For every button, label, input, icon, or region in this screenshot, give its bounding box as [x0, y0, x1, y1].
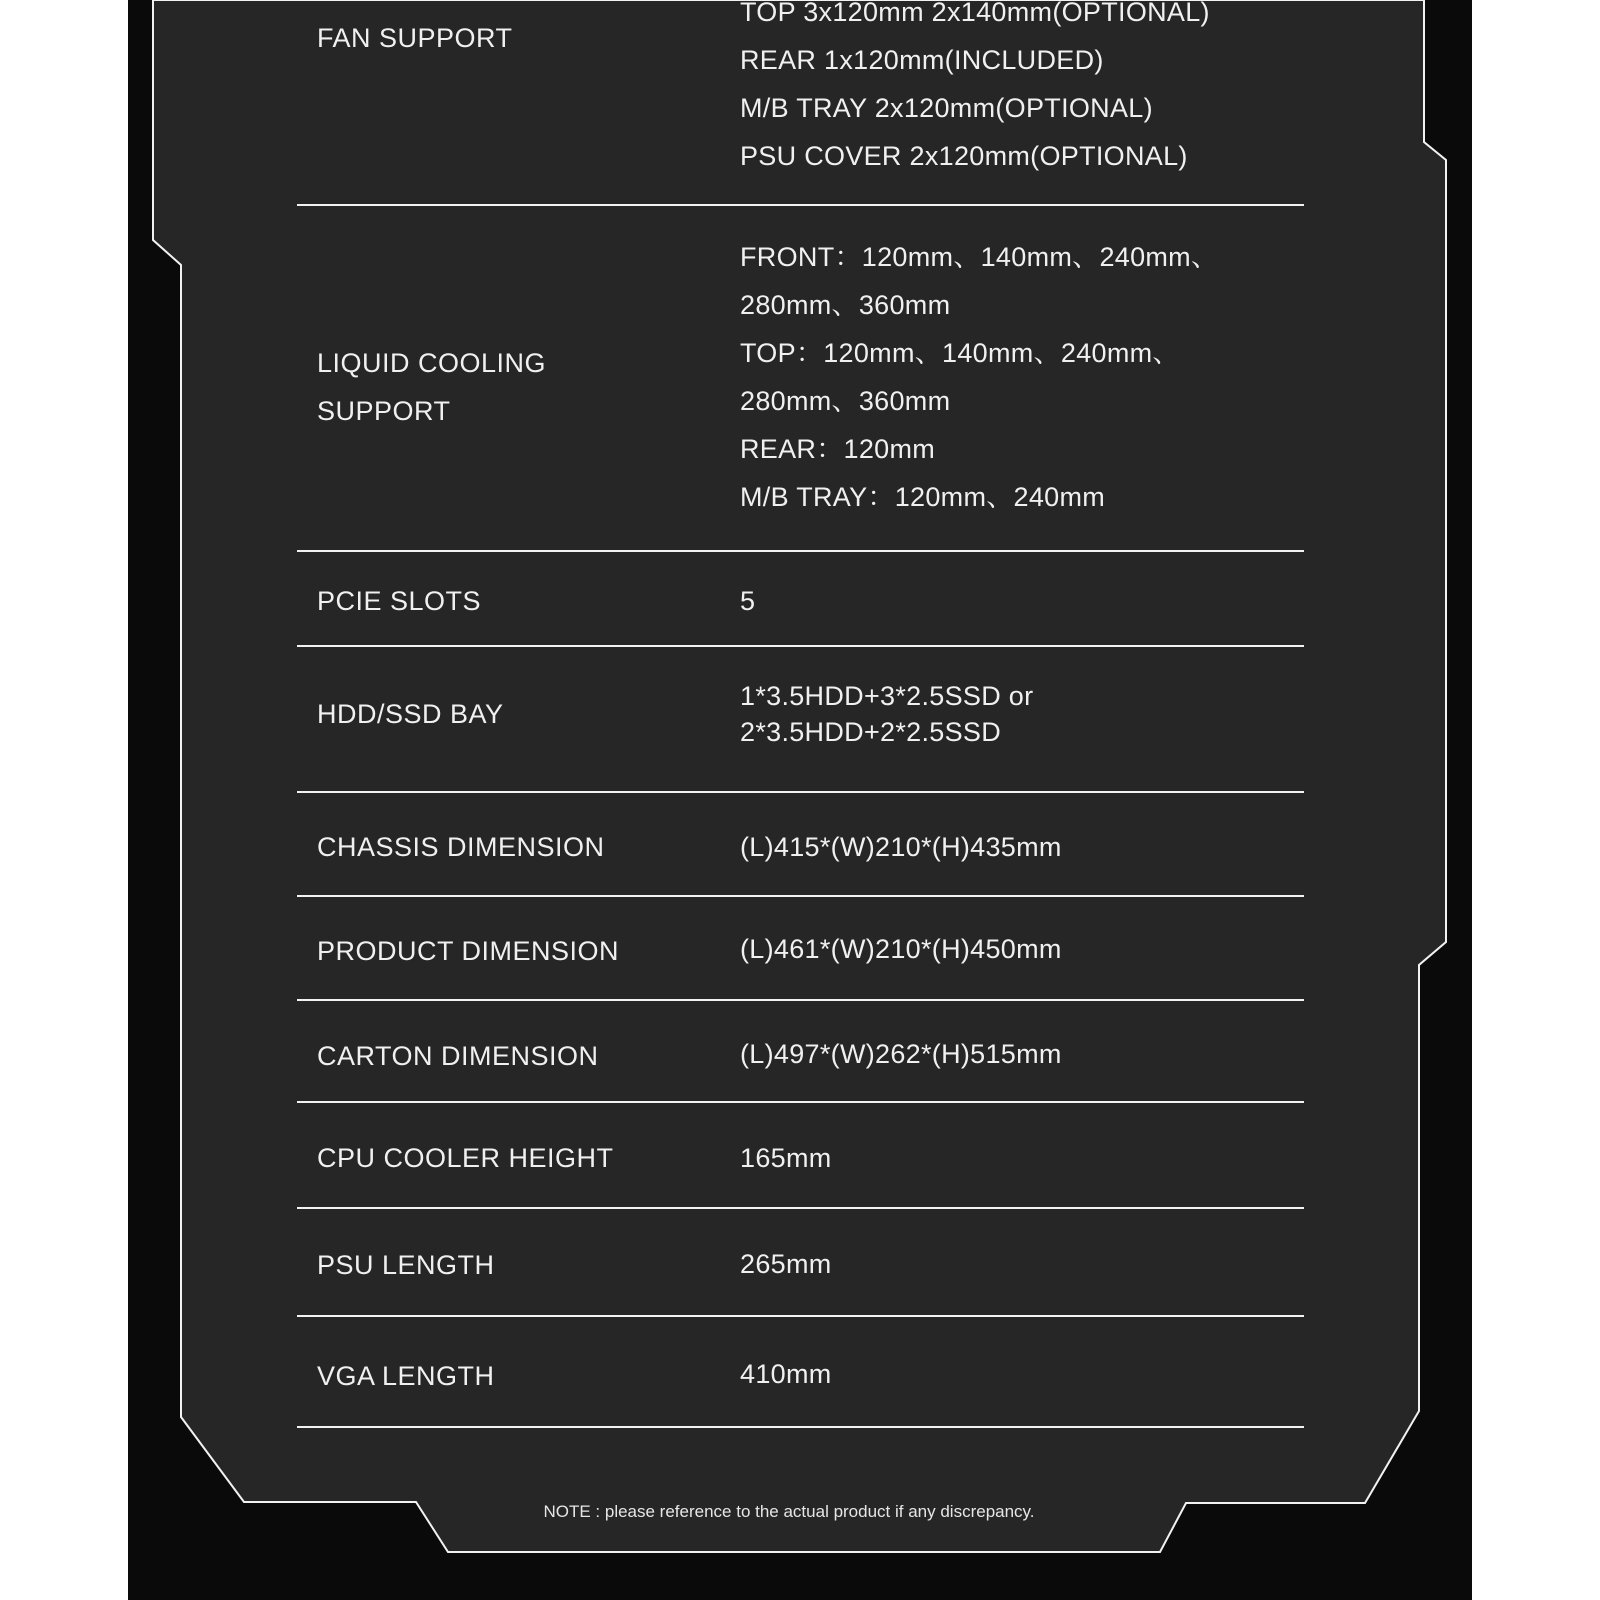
row-divider: [297, 550, 1304, 552]
spec-value-vga-length: 410mm: [740, 1359, 832, 1389]
value-line: 1*3.5HDD+3*2.5SSD or: [740, 681, 1034, 711]
row-divider: [297, 1207, 1304, 1209]
spec-label-fan-support: FAN SUPPORT: [317, 23, 513, 53]
spec-value-product-dimension: (L)461*(W)210*(H)450mm: [740, 934, 1062, 964]
row-divider: [297, 1101, 1304, 1103]
spec-value-hdd-ssd-bay: [740, 678, 1033, 750]
spec-value-cpu-cooler-height: 165mm: [740, 1143, 832, 1173]
spec-label-product-dimension: PRODUCT DIMENSION: [317, 936, 620, 966]
spec-label-pcie-slots: PCIE SLOTS: [317, 586, 482, 616]
row-divider: [297, 1426, 1304, 1428]
value-line: TOP：120mm、140mm、240mm、: [740, 338, 1180, 368]
spec-label-liquid-cooling: [317, 339, 546, 435]
spec-value-psu-length: 265mm: [740, 1249, 832, 1279]
value-line: REAR 1x120mm(INCLUDED): [740, 45, 1104, 75]
value-line: TOP 3x120mm 2x140mm(OPTIONAL): [740, 0, 1210, 27]
value-line: PSU COVER 2x120mm(OPTIONAL): [740, 141, 1188, 171]
value-line: 280mm、360mm: [740, 386, 951, 416]
footnote-text: NOTE : please reference to the actual product if any discrepancy.: [543, 1502, 1035, 1521]
spec-label-carton-dimension: CARTON DIMENSION: [317, 1041, 599, 1071]
value-line: 280mm、360mm: [740, 290, 951, 320]
row-divider: [297, 895, 1304, 897]
spec-value-pcie-slots: 5: [740, 586, 756, 616]
value-line: FRONT：120mm、140mm、240mm、: [740, 242, 1219, 272]
spec-value-liquid-cooling: [740, 233, 1218, 521]
row-divider: [297, 999, 1304, 1001]
label-line: SUPPORT: [317, 396, 451, 426]
row-divider: [297, 204, 1304, 206]
spec-label-vga-length: VGA LENGTH: [317, 1361, 495, 1391]
row-divider: [297, 1315, 1304, 1317]
footnote: [0, 1502, 1600, 1522]
spec-label-chassis-dimension: CHASSIS DIMENSION: [317, 832, 605, 862]
value-line: M/B TRAY 2x120mm(OPTIONAL): [740, 93, 1153, 123]
spec-value-carton-dimension: (L)497*(W)262*(H)515mm: [740, 1039, 1062, 1069]
value-line: M/B TRAY：120mm、240mm: [740, 482, 1106, 512]
spec-label-psu-length: PSU LENGTH: [317, 1250, 495, 1280]
row-divider: [297, 645, 1304, 647]
label-line: LIQUID COOLING: [317, 348, 547, 378]
spec-value-fan-support: [740, 0, 1210, 180]
spec-label-hdd-ssd-bay: HDD/SSD BAY: [317, 699, 504, 729]
spec-label-cpu-cooler-height: CPU COOLER HEIGHT: [317, 1143, 614, 1173]
value-line: REAR：120mm: [740, 434, 936, 464]
value-line: 2*3.5HDD+2*2.5SSD: [740, 717, 1001, 747]
spec-value-chassis-dimension: (L)415*(W)210*(H)435mm: [740, 832, 1062, 862]
row-divider: [297, 791, 1304, 793]
